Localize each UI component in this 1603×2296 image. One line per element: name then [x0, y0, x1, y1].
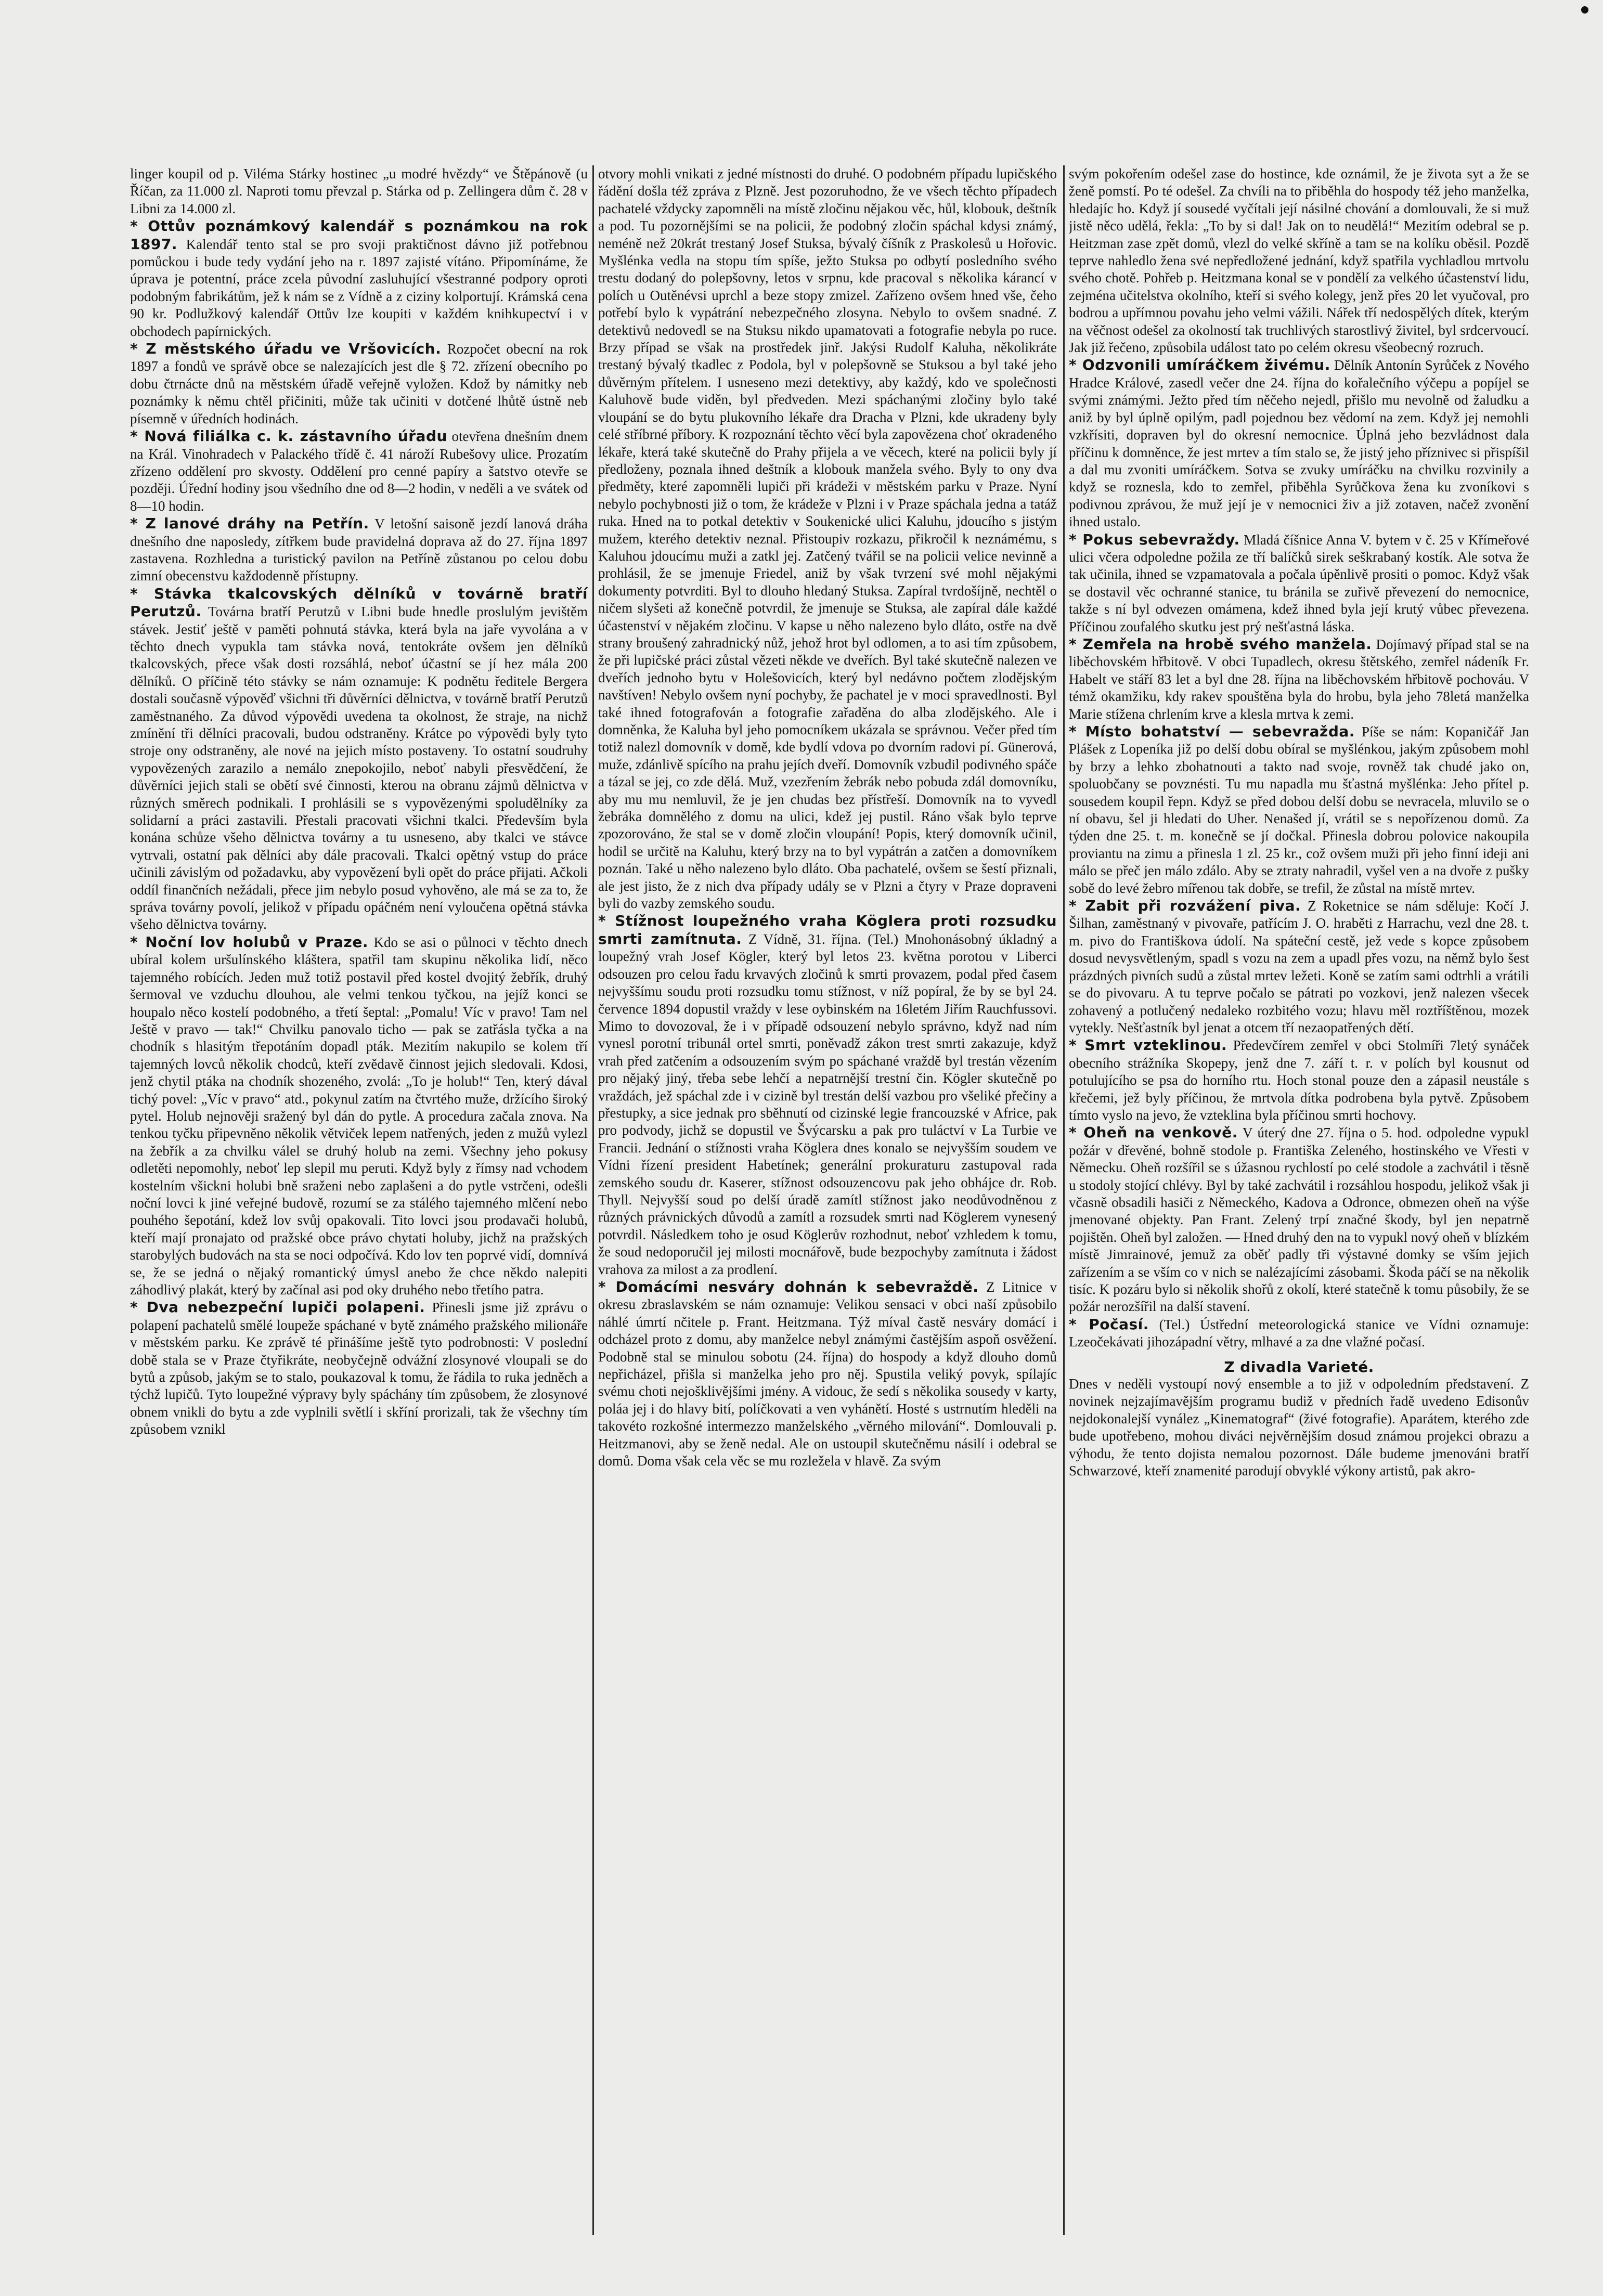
- headline-vzteklina: * Smrt vzteklinou.: [1069, 1036, 1227, 1054]
- article-continuation: otvory mohli vnikati z jedné místnosti do druhé. O podobném případu lupičského řádění došla též zpráva z Plzně. Jest pozoruhodno, že ve všech těchto případech pachatelé vždycky zapomněli na místě zločinu nějakou věc, hůl, klobouk, deštník a pod. Tu pozornějšími se na policii, že podobný zločin spáchal kdysi známý, neméně než 20krát trestaný Josef Stuksa, bývalý číšník z Praskolesů u Hořovic. Myšlénka vedla na stopu tím spíše, ježto Stuksa po odbytí posledního svého trestu dodaný do polepšovny, letos v srpnu, kde pracoval s několika kárancí v polích u Outěnévsi uprchl a beze stopy zmizel. Zařízeno ovšem hned vše, čeho potřebí bylo k vypátrání nebezpečného zlosyna. Nebylo to ovšem snadné. Z detektivů nedovedl se na Stuksu nikdo upamatovati a fotografie nebyla po ruce. Brzy případ se však na prostředek jinř. Jakýsi Rudolf Kaluha, několikráte trestaný bývalý tkadlec z Podola, byl v polepšovně se Stuksou a byl také jeho důvěrným přítelem. I usneseno mezi detektivy, aby každý, kdo ve společnosti Kaluhově bude viděn, byl předveden. Mezi spáchanými zločiny bylo také vloupání se do bytu plukovního lékaře dra Dracha v Plzni, kde ukradeny byly celé stříbrné příbory. K rozpoznání těchto věcí byla zapovězena choť okradeného lékaře, která také skutečně do Prahy přijela a ve věcech, které na policii byly jí předloženy, poznala ihned deštník a klobouk manžela svého. Byly to ony dva předměty, které zapomněli lupiči při krádeži v městském parku v Praze. Nyní nebylo pochybnosti již o tom, že krádeže v Plzni i v Praze spáchala jedna a tatáž ruka. Hned na to potkal detektiv v Soukenické ulici Kaluhu, jdoucího s jistým mužem, kterého detektiv neznal. Přistoupiv rozkazu, přikročil k neznámému, s Kaluhou jdoucímu muži a zatkl jej. Zatčený tvářil se na policii velice nevinně a prohlásil, že se jmenuje Friedel, aniž by však tvrzení své mohl nějakými dokumenty potvrditi. Byl to dlouho hledaný Stuksa. Zapíral tvrdošíjně, nechtěl o ničem slyšeti až konečně potvrdil, že jmenuje se Stuksa, ale zapíral dále každé účastenství v nějakém zločinu. V kapse u něho nalezeno bylo dláto, ostře na dvě strany broušený zahradnický nůž, jehož hrot byl odlomen, a to asi tím způsobem, že při lupičské práci zůstal vězeti někde ve dveřích. Byl také skutečně nalezen ve dveřích jednoho bytu v Holešovicích, který byl nedávno počtem zlodějským navštíven! Nebylo ovšem nyní pochyby, že pachatel je v moci spravedlnosti. Byl také ihned fotografován a fotografie zařaděna do alba zlodějského. Ale i domněnka, že Kaluha byl jeho pomocníkem ukázala se správnou. Večer před tím totiž nalezl domovník v domě, kde bydlí vdova po dvorním radovi pí. Günerová, muže, zdánlivě spícího na prahu jejích dveří. Domovník vzbudil podivného spáče a tázal se jej, co zde dělá. Muž, vzezřením žebrák nebo pobuda zdál domovníku, aby mu mu nemluvil, že je jen chudas bez přístřeší. Domovník na to vyvedl žebráka domnělého z domu na ulici, kdež jej pustil. Ráno však bylo teprve zpozorováno, že stal se v domě zločin vloupání! Popis, který domovník učinil, hodil se určitě na Kaluhu, který brzy na to byl vypátrán a zatčen a domovníkem poznán. Také u něho nalezeno bylo dláto. Oba pachatelé, ovšem se šestí přiznali, ale jest jisto, že z nich dva případy udály se v Plzni a čtyry v Praze dopraveni byli do vazby zemského soudu.: [598, 166, 1057, 912]
- headline-varieté: Z divadla Varieté.: [1224, 1358, 1374, 1376]
- column-1: [130, 165, 588, 2240]
- article-lov-holubu: * Noční lov holubů v Praze. Kdo se asi o půlnoci v těchto dnech ubíral kolem uršulínského kláštera, spatřil tam skupinu několika lidí, něco tajemného robících. Jeden muž totiž postavil před kostel dvojitý žebřík, druhý šermoval ve vzduchu dlouhou, ale velmi tenkou tyčkou, na jejíž konci se houpalo něco kostelí podobného, a třetí šeptal: „Pomalu! Víc v pravo! Tam nel Ještě v pravo — tak!“ Chvilku panovalo ticho — pak se zatřásla tyčka a na chodník s hlasitým třepotáním dopadl pták. Mezitím nakupilo se kolem tří tajemných lovců několik chodců, kteří zvědavě činnost jejich sledovali. Kdosi, jenž chytil ptáka na chodník shozeného, zvolá: „To je holub!“ Ten, který dával tichý povel: „Víc v pravo“ atd., pokynul zatím na čtvrtého muže, držícího široký pytel. Holub nejnověji sražený byl dán do pytle. A procedura začala znova. Na tenkou tyčku připevněno několik větviček lepem natřených, jeden z mužů vylezl na žebřík a za chvilku válel se druhý holub na zemi. Všechny jeho pokusy odletěti nepomohly, neboť lep slepil mu peruti. Když byly z římsy nad vchodem kostelním všickni holubi bně sraženi nebo zaplašeni a do pytle vstrčeni, odešli noční lovci k jiné veřejné budově, rozumí se za stálého tajemného mlčení nebo pouhého šepotání, kdež lov svůj opakovali. Tito lovci jsou prodavači holubů, kteří mají pronajato od pražské obce právo chytati holuby, jichž na pražských starobylých budovách na sta se noci odpočívá. Kdo lov ten poprvé vidí, domnívá se, že se jedná o nějaký romantický úmysl anebo že chce někdo nalepiti záhodlivý plakát, který by začínal asi pod oky druhého nebo třetího patra.: [130, 933, 588, 1298]
- article-umiracek: * Odzvonili umíráčkem živému. Dělník Antonín Syrůček z Nového Hradce Králové, zasedl večer dne 24. října do kořalečního výčepu a popíjel se svými známými. Ježto před tím něčeho nejedl, přišlo mu nevolně od žaludku a aniž by byl úplně opilým, padl pojednou bez vědomí na zem. Když jej nemohli vzkřísiti, dopraven byl do okresní nemocnice. Úplná jeho bezvládnost dala příčinu k domněnce, že jest mrtev a tím stalo se, že jistý jeho příznivec si přispíšil a dal mu zvoniti umíráčkem. Sotva se zvuky umíráčku na chvilku rozvinily a když se roznesla, kdo to zemřel, přiběhla Syrůčkova žena ku zvoníkovi s podivnou zprávou, že muž její je v nemocnici živ a již zotaven, načež zvonění ihned ustalo.: [1069, 356, 1529, 530]
- article-pokus-sebevrazdy: * Pokus sebevraždy. Mladá číšnice Anna V. bytem v č. 25 v Křímeřové ulici včera odpoledne požila ze tří balíčků sirek seškrabaný kostík. Ale sotva že tak učinila, ihned se vzpamatovala a počala úpěnlivě prositi o pomoc. Když však se dostavil věc ochranné stanice, tu bránila se zuřivě převezení do nemocnice, takže s ní byl odvezen omámena, kdež ihned byla její krutý vůbec převezena. Příčinou zoufalého skutku jest prý nešťastná láska.: [1069, 530, 1529, 634]
- headline-pocasi: * Počasí.: [1069, 1315, 1149, 1333]
- headline-lov-holubu: * Noční lov holubů v Praze.: [130, 933, 368, 951]
- article-stavka: * Stávka tkalcovských dělníků v továrně bratří Perutzů. Továrna bratří Perutzů v Libni bude hnedle proslulým jevištěm stávek. Jestiť ještě v paměti pohnutá stávka, která byla na jaře vyvolána a v těchto dnech vypukla tam stávka nová, tentokráte ovšem jen dělníků tkalcovských, přece však dosti rozsáhlá, neboť účastní se jí hez mála 200 dělníků. O příčině této stávky se nám oznamuje: K podnětu ředitele Bergera dostali současně výpověď všichni tři důvěrníci dělnictva, v továrně bratří Perutzů zaměstnaného. Za důvod výpovědi uvedena ta okolnost, že straje, na nichž zmínění tři dělníci pracovali, budou odstraněny. Krátce po výpovědi byly tyto stroje ony odstraněny, ale nové na jejich místo postaveny. To ostatní soudruhy vypovězených zarazilo a nemálo znepokojilo, neboť nabyli přesvědčení, že důvěrníci jejich stali se obětí své činnosti, kterou na obranu zájmů dělnictva v různých směrech podnikali. I prohlásili se s vypovězenými spoludělníky za solidarní a práci zastavili. Přestali pracovati všichni tkalci. Především byla konána schůze všeho dělnictva továrny a tu usneseno, aby tkalci ve stávce vytrvali, ostatní pak dělníci aby dále pracovali. Tkalci opětný vstup do práce učinili závislým od požadavku, aby vypovězení byli opět do práce přijati. Ačkoli oddíl finančních nežádali, přece jim nebylo posud vyhověno, ale má se za to, že správa továrny povolí, jelikož v případu opáčném není vyloučena opětná stávka všeho dělnictva továrny.: [130, 585, 588, 932]
- column-rule-2: [1063, 165, 1065, 2235]
- article-varieté: Dnes v neděli vystoupí nový ensemble a to již v odpoledním představení. Z novinek nejzajímavějším programu budiž v předních řadě uvedeno Edisonův nejdokonalejší vynález „Kinematograf“ (živé fotografie). Aparátem, kterého zde bude upotřebeno, mohou diváci nejvěrnějším dosud známou projekci obrazu a výhodu, že tento dojista nemalou pozornost. Dále budeme jmenováni bratří Schwarzové, kteří znamenité parodují obvyklé výkony artistů, pak akro-: [1069, 1376, 1529, 1479]
- article-sebevrazda-nesvary: * Domácími nesváry dohnán k sebevraždě. Z Litnice v okresu zbraslavském se nám oznamuje: Velikou sensaci v obci naší způsobilo náhlé úmrtí nčitele p. Frant. Heitzmana. Týž míval častě nesváry domácí i odcházel proto z domu, aby manželce nebyl známými častějším aspoň osvěžení. Podobně stal se minulou sobotu (24. října) do hospody a když dlouho domů nepřicházel, přišla si manželka jeho pro něj. Spustila veliký povyk, spílajíc svému choti nejošklivějšími jmény. A vidouc, že sedí s několika sousedy v karty, poláa jej i do hlavy bití, políčkovati a ven vyhánětí. Hosté s ustrnutím hleděli na takovéto rozkošné intermezzo manželského „věrného milování“. Domlouvali p. Heitzmanovi, aby se ženě nedal. Ale on ustoupil skutečněmu násilí i odebral se domů. Doma však cela věc se mu rozležela v hlavě. Za svým: [598, 1278, 1057, 1469]
- column-2: [598, 165, 1057, 2240]
- article-lupici: * Dva nebezpeční lupiči polapeni. Přinesli jsme již zprávu o polapení pachatelů smělé loupeže spáchané v bytě známého pražského milionáře v městském parku. Ke zprávě té přinášíme ještě tyto podrobnosti: V poslední době stala se v Praze čtyřikráte, neobyčejně odvážní zlosynové vloupali se do bytů a způsob, jakým se to stalo, poukazoval k tomu, že řádila to ruka jedněch a týchž lupičů. Tyto loupežné výpravy byly spáchány tím způsobem, že zlosynové obnem vnikli do bytu a zde vyplnili světlí i skříní prorizali, tak že všechny tím způsobem vznikl: [130, 1299, 588, 1437]
- headline-zastavni-urad: * Nová filiálka c. k. zástavního úřadu: [130, 427, 447, 445]
- headline-kogler: * Stížnost loupežného vraha Köglera proti rozsudku smrti zamítnuta.: [598, 912, 1057, 948]
- article-zabit: * Zabit při rozvážení piva. Z Roketnice se nám sděluje: Kočí J. Šilhan, zaměstnaný v pivovaře, patřícím J. O. hraběti z Harrachu, vezl dne 28. t. m. pivo do Františkova údolí. Na spáteční cestě, jež vede s kopce způsobem dosud nevysvětleným, spadl s vozu na zem a upadl přes vozu, na němž bylo šest prázdných pivních sudů a zůstal mrtev ležeti. Koně se zatím sami odtrhli a vrátili se do pivovaru. A tu teprve počalo se pátrati po vozkovi, jenž nalezen všecek zohavený a potlučený nedaleko rozbitého vozu; hlavu měl roztříštěnou, mozek vytekly. Nešťastník byl jenat a otcem tří nezaopatřených dětí.: [1069, 897, 1529, 1035]
- article-pocasi: * Počasí. (Tel.) Ústřední meteorologická stanice ve Vídni oznamuje: Lzeočekávati jihozápadní větry, mlhavé a za dne vlažné počasí.: [1069, 1315, 1529, 1350]
- article-continuation: linger koupil od p. Viléma Stárky hostinec „u modré hvězdy“ ve Štěpánově (u Říčan, za 11.000 zl. Naproti tomu převzal p. Stárka od p. Zellingera dům č. 28 v Libni za 14.000 zl.: [130, 166, 588, 216]
- article-ohen: * Oheň na venkově. V úterý dne 27. října o 5. hod. odpoledne vypukl požár v dřevěné, bohně stodole p. Františka Zeleného, hostinského ve Vřesti v Německu. Oheň rozšířil se s úžasnou rychlostí po celé stodole a zachvátil i těsně u stodoly stojící chlévy. Byl by také zachvátil i rozsáhlou hospodu, jelikož však ji včasně obsadili hasiči z Německého, Kadova a Odronce, obmezen oheň na výše jmenované objekty. Pan Frant. Zelený trpí značné škody, byl jen nepatrně pojištěn. Oheň byl založen. — Hned druhý den na to vypukl nový oheň v blízkém místě Jimrainové, jemuž za oběť padly tři výstavné domky se vším jejich zařízením a se vším co v nich se nalézajícími zásobami. Škoda páčí se na několik tisíc. K pozáru bylo si několik shořů z okolí, které statečně k tomu působily, že se požár nerozšířil na další stavení.: [1069, 1124, 1529, 1315]
- article-zastavni-urad: * Nová filiálka c. k. zástavního úřadu otevřena dnešním dnem na Král. Vinohradech v Palackého třídě č. 41 nároží Rubešovy ulice. Prozatím zřízeno oddělení pro skvosty. Oddělení pro cenné papíry a šatstvo otevře se později. Úřední hodiny jsou všedního dne od 8—2 hodin, v neděli a ve svátek od 8—10 hodin.: [130, 427, 588, 514]
- headline-misto-bohatstvi: * Místo bohatství — sebevražda.: [1069, 723, 1355, 740]
- column-rule-1: [592, 165, 594, 2235]
- headline-zabit: * Zabit při rozvážení piva.: [1069, 897, 1301, 915]
- article-kalendar: * Ottův poznámkový kalendář s poznámkou na rok 1897. Kalendář tento stal se pro svoji praktičnost dávno již potřebnou pomůckou i bude tedy vydání jeho na r. 1897 zajisté vítáno. Připomínáme, že úprava je potentní, práce zcela původní zasluhující všestranné podpory oproti podobným fabrikátům, jež k nám se z Vídně a z ciziny kolportují. Krámská cena 90 kr. Podlužkový kalendář Ottův lze koupiti v každém knihkupectví i v obchodech papírnických.: [130, 217, 588, 339]
- headline-vrsovice: * Z městského úřadu ve Vršovicích.: [130, 340, 442, 358]
- headline-zemrela-na-hrobe: * Zemřela na hrobě svého manžela.: [1069, 635, 1372, 653]
- column-3: [1069, 165, 1529, 2240]
- headline-pokus-sebevrazdy: * Pokus sebevraždy.: [1069, 530, 1240, 548]
- headline-umiracek: * Odzvonili umíráčkem živému.: [1069, 356, 1330, 374]
- article-vrsovice: * Z městského úřadu ve Vršovicích. Rozpočet obecní na rok 1897 a fondů ve správě obce se nalezajících jest dle § 72. zřízení obecního po dobu čtrnácte dnů na městském úřadě veřejně vyložen. Kdož by námitky neb poznámky k němu chtěl přičiniti, může tak učiniti v dotčené lhůtě ústně neb písemně v úředních hodinách.: [130, 340, 588, 426]
- article-misto-bohatstvi: * Místo bohatství — sebevražda. Píše se nám: Kopaničář Jan Plášek z Lopeníka již po delší dobu obíral se myšlénkou, jakým způsobem mohl by brzy a lehko zbohatnouti a takto nad svoje, rovněž tak chudé jako on, spoluobčany se povznésti. Tu mu napadla mu šťastná myšlénka: Jeho přítel p. sousedem koupil řepn. Když se před dobou delší dobu se nevracela, mluvilo se o ní obavu, šel ji hledati do Uher. Nenašed jí, vrátil se s nepořízenou domů. Za týden dne 25. t. m. konečně se jí dočkal. Přinesla dobrou polovice nakoupila proviantu na zimu a přinesla 1 zl. 25 kr., což ovšem muži při jeho finní ideji ani málo se přeč jen málo zdálo. Aby se ztraty nahradil, vyšel ven a na dvoře z pušky sobě do levé žebro mířenou tak dobře, se trefil, že zůstal na místě mrtev.: [1069, 723, 1529, 896]
- article-continuation: svým pokořením odešel zase do hostince, kde oznámil, že je života syt a že se ženě pomstí. Po té odešel. Za chvíli na to přiběhla do hospody též jeho manželka, hledajíc ho. Když jí sousedé vyčítali její násilné chování a domlouvali, že si muž jistě něco udělá, řekla: „To by si dal! Jak on to neudělá!“ Mezitím odebral se p. Heitzman zase zpět domů, vlezl do velké skříně a tam se na kolíku oběsil. Pozdě teprve nahledlo žena své nepředložené jednání, když spatřila vychladlou mrtvolu svého chotě. Pohřeb p. Heitzmana konal se v pondělí za velkého účastenství lidu, zejména učitelstva okolního, kteří si svého kolegy, jenž přes 20 let vyučoval, pro bodrou a upřímnou povahu jeho velmi vážili. Nářek tří nedospělých dítek, kterým na věčnost odešel za okolností tak truchlivých starostlivý živitel, byl srdcervoucí. Jak již řečeno, způsobila událost tato po celém okresu všeobecný rozruch.: [1069, 166, 1529, 356]
- headline-kalendar: * Ottův poznámkový kalendář s poznámkou na rok 1897.: [130, 217, 588, 253]
- headline-sebevrazda-nesvary: * Domácími nesváry dohnán k sebevraždě.: [598, 1278, 979, 1295]
- corner-mark: [1581, 6, 1588, 14]
- article-lanova-draha: * Z lanové dráhy na Petřín. V letošní saisoně jezdí lanová dráha dnešního dne naposledy, zítřkem bude pravidelná doprava až do 27. října 1897 zastavena. Rozhledna a turistický pavilon na Petříně zůstanou po celou dobu zimní obecenstvu každodenně přístupny.: [130, 515, 588, 584]
- headline-ohen: * Oheň na venkově.: [1069, 1124, 1238, 1141]
- article-kogler: * Stížnost loupežného vraha Köglera proti rozsudku smrti zamítnuta. Z Vídně, 31. října. (Tel.) Mnohonásobný úkladný a loupežný vrah Josef Kögler, který byl letos 23. května porotou v Liberci odsouzen pro celou řadu krvavých zločinů k smrti provazem, podal před časem nejvyššímu soudu proti rozsudku tomu stížnost, v níž popíral, že by se byl 24. července 1894 dopustil vraždy v lese oybinském na 16letém Jiřím Rauchfussovi. Mimo to dovozoval, že i v případě odsouzení nebylo správno, když nad ním vynesl porotní tribunál ortel smrti, poněvadž zákon trest smrti zakazuje, když vrah před zatčením a odsouzením svým po spáchané vraždě byl trestán vězením pro nějaký jiný, třeba sebe lehčí a nepatrnější trestní čin. Kögler skutečně po vraždách, jež spáchal zde i v cizině byl trestán delší vazbou pro všeliké přečiny a přestupky, a sice jednak pro sběhnutí od cizinské legie francouzské v Africe, pak pro podvody, jichž se dopustil ve Švýcarsku a pak pro tuláctví v La Turbie ve Francii. Jednání o stížnosti vraha Köglera dnes konalo se nejvyšším soudem ve Vídni řízení president Habetínek; generální prokuraturu zastupoval rada zemského soudu dr. Kaserer, stížnost odsouzencovu pak jeho obhájce dr. Rob. Thyll. Nejvyšší soud po delší úradě zamítl stížnost jako neodůvodněnou z různých právnických důvodů a zamítl a rozsudek smrti nad Köglerem vynesený potvrdil. Následkem toho je osud Köglerův rozhodnut, neboť vzhledem k tomu, že soud nedoporučil jej milosti mocnářově, bude bezpochyby zamítnuta i žádost vrahova za milost a za prodlení.: [598, 912, 1057, 1277]
- headline-stavka: * Stávka tkalcovských dělníků v továrně bratří Perutzů.: [130, 585, 588, 620]
- headline-lanova-draha: * Z lanové dráhy na Petřín.: [130, 515, 369, 533]
- article-vzteklina: * Smrt vzteklinou. Předevčírem zemřel v obci Stolmíři 7letý synáček obecního strážníka Skopepy, jenž dne 7. září t. r. v polích byl kousnut od potulujícího se psa do horního rtu. Hoch stonal pouze den a zápasil neustále s křečemi, jež byly příčinou, že mrtvola dítka podrobena byla pytvě. Způsobem tímto vyslo na jevo, že vzteklina byla příčinou smrti hochovy.: [1069, 1036, 1529, 1123]
- article-zemrela-na-hrobe: * Zemřela na hrobě svého manžela. Dojímavý případ stal se na liběchovském hřbitově. V obci Tupadlech, okresu štětského, zemřel nádeník Fr. Habelt ve stáří 83 let a byl dne 28. října na liběchovském hřbitově pochováu. V témž okamžiku, kdy rakev spouštěna byla do hrobu, byla jeho 78letá manželka Marie stížena chrlením krve a klesla mrtva k zemi.: [1069, 635, 1529, 722]
- headline-lupici: * Dva nebezpeční lupiči polapeni.: [130, 1299, 425, 1316]
